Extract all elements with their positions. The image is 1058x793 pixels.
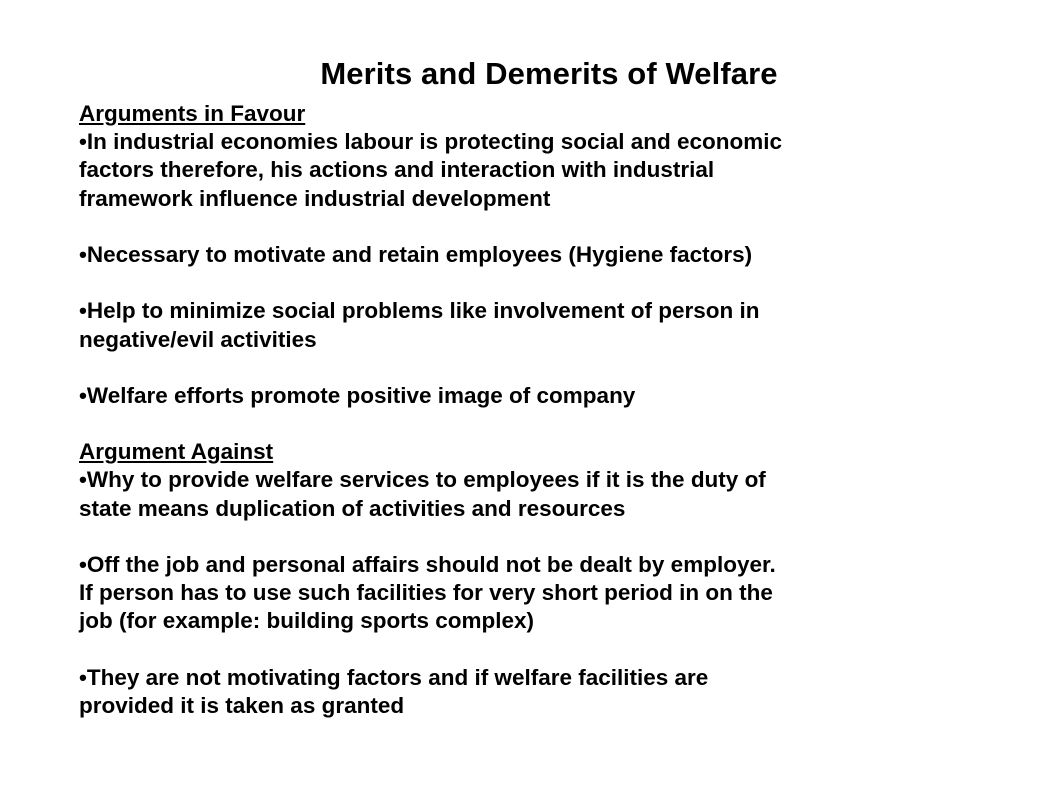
body-line: framework influence industrial development — [79, 185, 551, 211]
body-line: negative/evil activities — [79, 326, 317, 352]
blank-line — [79, 354, 979, 382]
blank-line — [79, 269, 979, 297]
bullet-point: •Why to provide welfare services to employees if it is the duty of — [79, 467, 766, 493]
blank-line — [79, 213, 979, 241]
body-line: job (for example: building sports complex) — [79, 608, 535, 634]
bullet-point: •Welfare efforts promote positive image of company — [79, 382, 636, 408]
blank-line — [79, 523, 979, 551]
bullet-point: •In industrial economies labour is protecting social and economic — [79, 129, 783, 155]
bullet-point: •Off the job and personal affairs should not be dealt by employer. — [79, 552, 776, 577]
bullet-point: •Necessary to motivate and retain employees (Hygiene factors) — [79, 241, 753, 267]
body-line: provided it is taken as granted — [79, 692, 405, 718]
slide-title: Merits and Demerits of Welfare — [320, 56, 778, 91]
section-heading: Argument Against — [79, 439, 274, 465]
blank-line — [79, 410, 979, 438]
slide-body — [79, 100, 979, 720]
body-line: state means duplication of activities and resources — [79, 495, 626, 521]
bullet-point: •Help to minimize social problems like involvement of person in — [79, 298, 760, 324]
blank-line — [79, 636, 979, 664]
bullet-point: •They are not motivating factors and if welfare facilities are — [79, 664, 709, 690]
body-line: If person has to use such facilities for very short period in on the — [79, 580, 773, 606]
section-heading: Arguments in Favour — [79, 101, 306, 126]
body-line: factors therefore, his actions and interaction with industrial — [79, 157, 715, 183]
